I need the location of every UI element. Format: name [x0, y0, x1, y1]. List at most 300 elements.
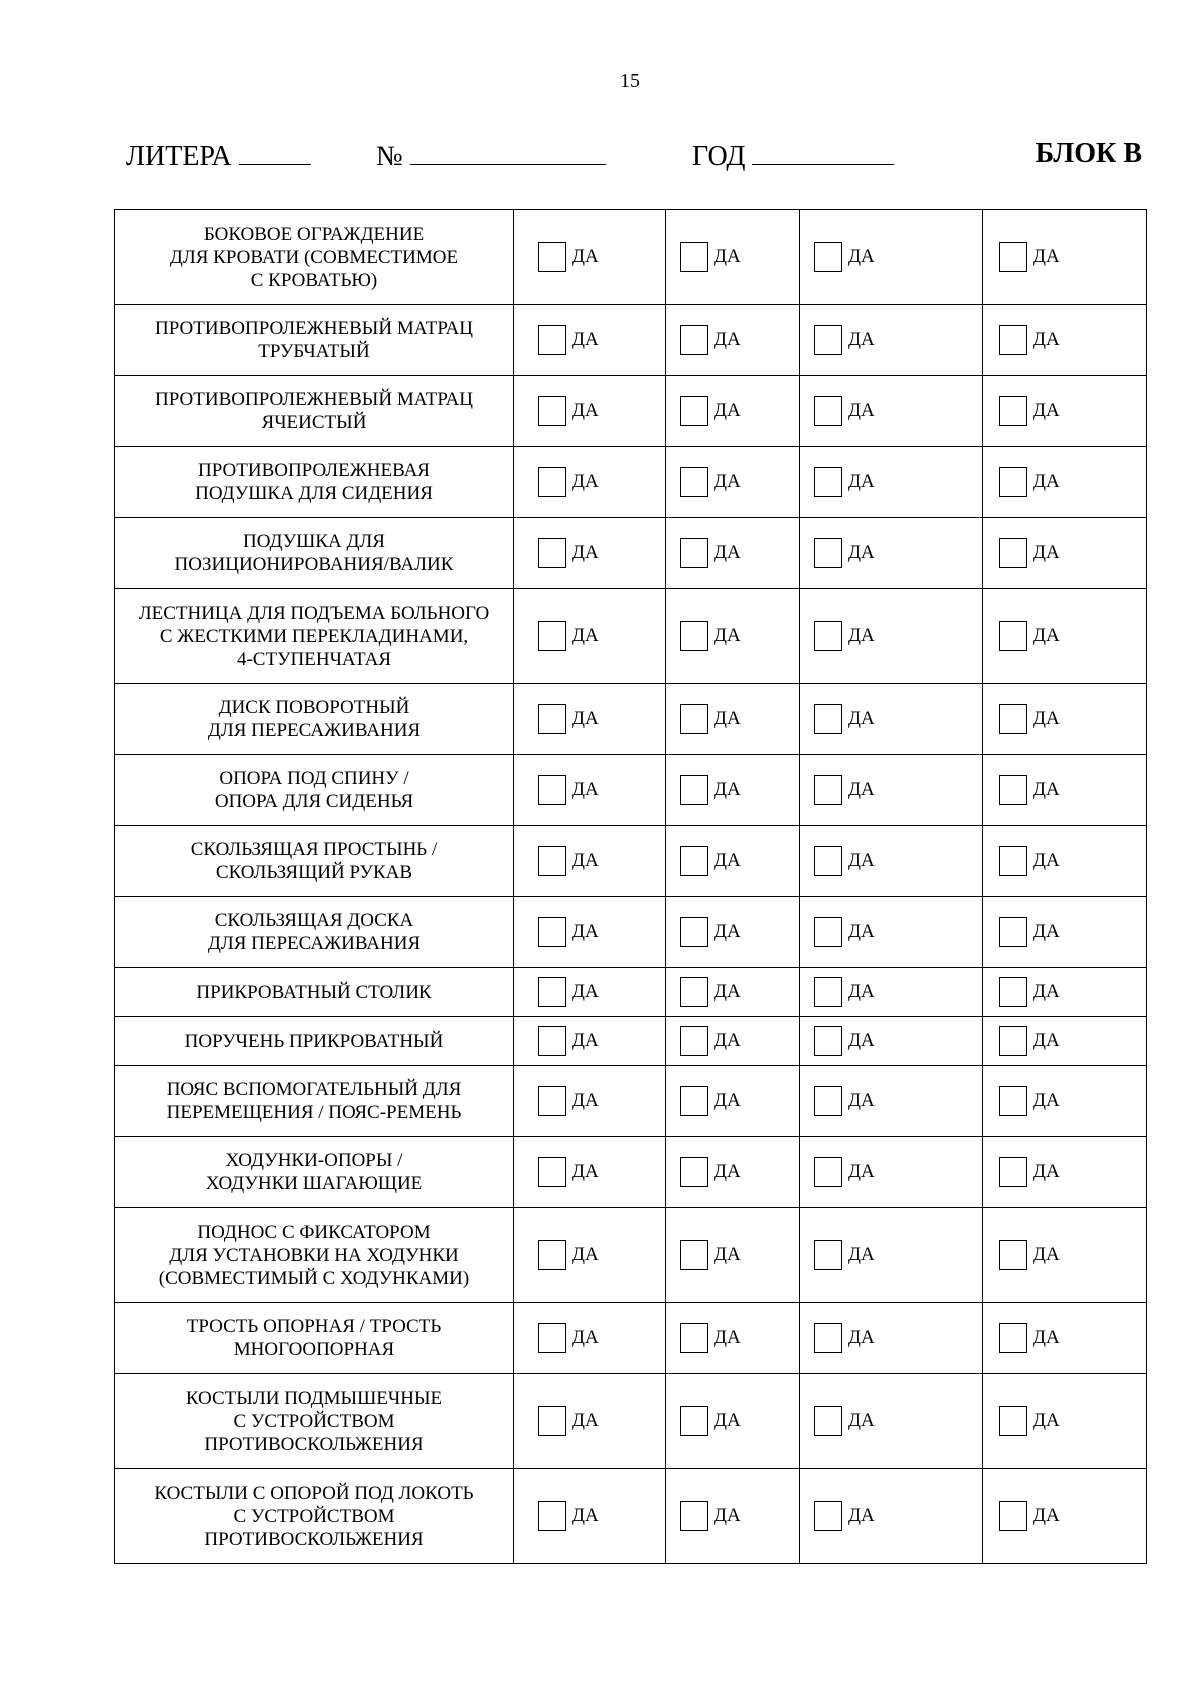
option-yes [514, 1501, 665, 1531]
yes-checkbox[interactable] [814, 325, 842, 355]
table-row [115, 755, 1147, 826]
item-name: ПОДНОС С ФИКСАТОРОМ ДЛЯ УСТАНОВКИ НА ХОДУНКИ (СОВМЕСТИМЫЙ С ХОДУНКАМИ) [115, 1208, 514, 1303]
option-cell [666, 1374, 800, 1469]
option-cell [983, 1469, 1147, 1564]
option-yes [983, 1086, 1146, 1116]
yes-label: ДА [1033, 779, 1060, 800]
yes-checkbox[interactable] [814, 538, 842, 568]
yes-checkbox[interactable] [814, 1157, 842, 1187]
yes-checkbox[interactable] [538, 1026, 566, 1056]
option-yes [983, 1501, 1146, 1531]
option-cell [514, 1017, 666, 1066]
yes-label: ДА [572, 400, 599, 421]
option-cell [983, 1017, 1147, 1066]
item-name: ДИСК ПОВОРОТНЫЙ ДЛЯ ПЕРЕСАЖИВАНИЯ [115, 684, 514, 755]
option-cell [666, 376, 800, 447]
option-yes [983, 704, 1146, 734]
number-field [376, 138, 606, 173]
option-cell [666, 1137, 800, 1208]
option-cell [800, 1469, 983, 1564]
option-yes [514, 467, 665, 497]
yes-label: ДА [848, 246, 875, 267]
yes-checkbox[interactable] [538, 1406, 566, 1436]
option-cell [983, 1066, 1147, 1137]
yes-label: ДА [572, 246, 599, 267]
option-cell [666, 210, 800, 305]
yes-label: ДА [572, 471, 599, 492]
yes-checkbox[interactable] [999, 977, 1027, 1007]
yes-label: ДА [848, 471, 875, 492]
yes-checkbox[interactable] [538, 1240, 566, 1270]
item-name: КОСТЫЛИ С ОПОРОЙ ПОД ЛОКОТЬ С УСТРОЙСТВОМ ПРОТИВОСКОЛЬЖЕНИЯ [115, 1469, 514, 1564]
yes-label: ДА [572, 1090, 599, 1111]
yes-checkbox[interactable] [999, 1501, 1027, 1531]
option-cell [983, 1374, 1147, 1469]
yes-checkbox[interactable] [814, 1406, 842, 1436]
yes-label: ДА [848, 400, 875, 421]
option-yes [800, 1026, 982, 1056]
table-row [115, 826, 1147, 897]
yes-checkbox[interactable] [814, 917, 842, 947]
yes-checkbox[interactable] [814, 467, 842, 497]
option-cell [514, 1303, 666, 1374]
yes-label: ДА [714, 708, 741, 729]
yes-checkbox[interactable] [999, 1086, 1027, 1116]
yes-label: ДА [1033, 1090, 1060, 1111]
table-row [115, 305, 1147, 376]
option-cell [666, 447, 800, 518]
option-yes [514, 704, 665, 734]
yes-checkbox[interactable] [999, 242, 1027, 272]
yes-label: ДА [848, 779, 875, 800]
litera-blank[interactable] [239, 138, 311, 165]
form-header [126, 138, 1142, 172]
option-cell [666, 826, 800, 897]
yes-checkbox[interactable] [999, 846, 1027, 876]
option-yes [983, 775, 1146, 805]
yes-checkbox[interactable] [680, 621, 708, 651]
yes-checkbox[interactable] [680, 396, 708, 426]
table-row [115, 1137, 1147, 1208]
table-row [115, 1469, 1147, 1564]
table-row [115, 968, 1147, 1017]
table-row [115, 447, 1147, 518]
yes-checkbox[interactable] [538, 621, 566, 651]
option-cell [800, 1137, 983, 1208]
option-yes [514, 1406, 665, 1436]
option-yes [514, 1026, 665, 1056]
yes-label: ДА [714, 329, 741, 350]
yes-checkbox[interactable] [814, 621, 842, 651]
option-cell [800, 968, 983, 1017]
item-name: КОСТЫЛИ ПОДМЫШЕЧНЫЕ С УСТРОЙСТВОМ ПРОТИВОСКОЛЬЖЕНИЯ [115, 1374, 514, 1469]
option-cell [983, 305, 1147, 376]
year-blank[interactable] [752, 138, 894, 165]
yes-checkbox[interactable] [999, 917, 1027, 947]
yes-label: ДА [572, 850, 599, 871]
yes-label: ДА [572, 625, 599, 646]
option-yes [514, 977, 665, 1007]
option-yes [666, 621, 799, 651]
yes-checkbox[interactable] [680, 467, 708, 497]
option-yes [800, 977, 982, 1007]
option-cell [514, 376, 666, 447]
yes-label: ДА [1033, 850, 1060, 871]
table-row [115, 210, 1147, 305]
option-cell [666, 305, 800, 376]
yes-checkbox[interactable] [999, 1157, 1027, 1187]
yes-label: ДА [714, 1327, 741, 1348]
option-yes [514, 1323, 665, 1353]
yes-label: ДА [714, 921, 741, 942]
item-name: ЛЕСТНИЦА ДЛЯ ПОДЪЕМА БОЛЬНОГО С ЖЕСТКИМИ ПЕРЕКЛАДИНАМИ, 4-СТУПЕНЧАТАЯ [115, 589, 514, 684]
option-cell [983, 897, 1147, 968]
option-cell [983, 968, 1147, 1017]
option-cell [514, 1066, 666, 1137]
table-row [115, 897, 1147, 968]
yes-label: ДА [714, 471, 741, 492]
yes-checkbox[interactable] [538, 242, 566, 272]
yes-label: ДА [1033, 1161, 1060, 1182]
option-cell [514, 518, 666, 589]
yes-checkbox[interactable] [814, 704, 842, 734]
table-row [115, 1303, 1147, 1374]
litera-label: ЛИТЕРА [126, 141, 232, 172]
yes-label: ДА [848, 708, 875, 729]
yes-label: ДА [1033, 708, 1060, 729]
yes-label: ДА [572, 921, 599, 942]
item-name: ПОЯС ВСПОМОГАТЕЛЬНЫЙ ДЛЯ ПЕРЕМЕЩЕНИЯ / ПОЯС-РЕМЕНЬ [115, 1066, 514, 1137]
yes-checkbox[interactable] [538, 977, 566, 1007]
option-cell [514, 1208, 666, 1303]
yes-label: ДА [572, 1505, 599, 1526]
option-yes [983, 1406, 1146, 1436]
yes-label: ДА [714, 542, 741, 563]
option-cell [666, 1066, 800, 1137]
yes-checkbox[interactable] [999, 621, 1027, 651]
yes-checkbox[interactable] [814, 977, 842, 1007]
yes-checkbox[interactable] [538, 1323, 566, 1353]
option-yes [800, 1240, 982, 1270]
option-yes [800, 846, 982, 876]
option-yes [800, 467, 982, 497]
table-row [115, 684, 1147, 755]
yes-label: ДА [572, 1161, 599, 1182]
item-name: БОКОВОЕ ОГРАЖДЕНИЕ ДЛЯ КРОВАТИ (СОВМЕСТИМОЕ С КРОВАТЬЮ) [115, 210, 514, 305]
yes-label: ДА [848, 1030, 875, 1051]
option-cell [514, 1374, 666, 1469]
yes-checkbox[interactable] [999, 1406, 1027, 1436]
option-cell [514, 589, 666, 684]
number-label: № [376, 141, 403, 172]
yes-label: ДА [714, 850, 741, 871]
yes-checkbox[interactable] [999, 1026, 1027, 1056]
option-yes [983, 467, 1146, 497]
yes-checkbox[interactable] [680, 1026, 708, 1056]
yes-checkbox[interactable] [538, 704, 566, 734]
option-cell [514, 755, 666, 826]
yes-checkbox[interactable] [538, 775, 566, 805]
yes-checkbox[interactable] [999, 538, 1027, 568]
option-yes [514, 1240, 665, 1270]
option-yes [983, 325, 1146, 355]
yes-checkbox[interactable] [680, 538, 708, 568]
option-yes [983, 1240, 1146, 1270]
option-cell [666, 1017, 800, 1066]
option-cell [800, 1208, 983, 1303]
option-cell [800, 518, 983, 589]
option-cell [666, 1469, 800, 1564]
yes-label: ДА [714, 1244, 741, 1265]
option-cell [514, 684, 666, 755]
yes-label: ДА [1033, 1327, 1060, 1348]
option-yes [983, 977, 1146, 1007]
yes-checkbox[interactable] [680, 242, 708, 272]
option-cell [800, 755, 983, 826]
option-cell [983, 1303, 1147, 1374]
yes-label: ДА [572, 779, 599, 800]
yes-label: ДА [714, 400, 741, 421]
yes-label: ДА [714, 625, 741, 646]
yes-label: ДА [1033, 329, 1060, 350]
yes-checkbox[interactable] [999, 1240, 1027, 1270]
yes-label: ДА [572, 708, 599, 729]
option-yes [666, 1086, 799, 1116]
option-yes [983, 846, 1146, 876]
yes-label: ДА [1033, 471, 1060, 492]
option-cell [983, 210, 1147, 305]
option-yes [514, 775, 665, 805]
option-cell [800, 897, 983, 968]
yes-label: ДА [848, 1410, 875, 1431]
yes-checkbox[interactable] [999, 325, 1027, 355]
option-yes [800, 1086, 982, 1116]
yes-checkbox[interactable] [538, 538, 566, 568]
option-yes [514, 1086, 665, 1116]
yes-label: ДА [848, 921, 875, 942]
yes-label: ДА [714, 779, 741, 800]
option-cell [983, 447, 1147, 518]
option-cell [800, 305, 983, 376]
table-row [115, 1017, 1147, 1066]
option-cell [514, 1469, 666, 1564]
yes-checkbox[interactable] [999, 467, 1027, 497]
item-name: ПРОТИВОПРОЛЕЖНЕВЫЙ МАТРАЦ ЯЧЕИСТЫЙ [115, 376, 514, 447]
yes-checkbox[interactable] [814, 396, 842, 426]
yes-label: ДА [848, 1090, 875, 1111]
yes-label: ДА [572, 1030, 599, 1051]
item-name: ТРОСТЬ ОПОРНАЯ / ТРОСТЬ МНОГООПОРНАЯ [115, 1303, 514, 1374]
yes-checkbox[interactable] [680, 1406, 708, 1436]
yes-label: ДА [1033, 1410, 1060, 1431]
item-name: ПРОТИВОПРОЛЕЖНЕВЫЙ МАТРАЦ ТРУБЧАТЫЙ [115, 305, 514, 376]
option-yes [983, 396, 1146, 426]
yes-label: ДА [572, 1244, 599, 1265]
yes-checkbox[interactable] [999, 704, 1027, 734]
option-yes [800, 704, 982, 734]
yes-checkbox[interactable] [680, 1323, 708, 1353]
yes-label: ДА [1033, 246, 1060, 267]
option-cell [666, 755, 800, 826]
yes-checkbox[interactable] [680, 775, 708, 805]
yes-label: ДА [1033, 981, 1060, 1002]
yes-label: ДА [572, 329, 599, 350]
yes-label: ДА [1033, 1244, 1060, 1265]
option-cell [514, 305, 666, 376]
yes-checkbox[interactable] [814, 846, 842, 876]
table-row [115, 376, 1147, 447]
option-cell [800, 1374, 983, 1469]
yes-checkbox[interactable] [538, 917, 566, 947]
option-cell [983, 376, 1147, 447]
yes-label: ДА [714, 1161, 741, 1182]
option-yes [800, 621, 982, 651]
option-yes [666, 977, 799, 1007]
year-label: ГОД [692, 141, 746, 172]
option-yes [800, 1501, 982, 1531]
option-cell [666, 589, 800, 684]
option-yes [514, 846, 665, 876]
option-cell [800, 210, 983, 305]
yes-checkbox[interactable] [814, 1240, 842, 1270]
yes-label: ДА [1033, 921, 1060, 942]
yes-label: ДА [1033, 1505, 1060, 1526]
option-cell [800, 1303, 983, 1374]
option-cell [666, 1303, 800, 1374]
option-cell [983, 1137, 1147, 1208]
option-yes [983, 1157, 1146, 1187]
option-cell [514, 210, 666, 305]
yes-checkbox[interactable] [814, 775, 842, 805]
option-yes [800, 1157, 982, 1187]
yes-checkbox[interactable] [999, 775, 1027, 805]
yes-checkbox[interactable] [680, 325, 708, 355]
yes-checkbox[interactable] [814, 1086, 842, 1116]
option-cell [514, 1137, 666, 1208]
yes-label: ДА [714, 1030, 741, 1051]
yes-checkbox[interactable] [538, 396, 566, 426]
yes-checkbox[interactable] [680, 1501, 708, 1531]
option-yes [514, 917, 665, 947]
table-row [115, 518, 1147, 589]
option-cell [514, 447, 666, 518]
yes-label: ДА [714, 1505, 741, 1526]
yes-checkbox[interactable] [999, 1323, 1027, 1353]
option-yes [983, 538, 1146, 568]
yes-label: ДА [1033, 400, 1060, 421]
item-name: ПОРУЧЕНЬ ПРИКРОВАТНЫЙ [115, 1017, 514, 1066]
option-yes [514, 1157, 665, 1187]
yes-label: ДА [1033, 1030, 1060, 1051]
option-yes [800, 242, 982, 272]
option-yes [666, 1323, 799, 1353]
option-yes [666, 1240, 799, 1270]
option-cell [666, 1208, 800, 1303]
yes-checkbox[interactable] [538, 1501, 566, 1531]
option-yes [666, 538, 799, 568]
yes-checkbox[interactable] [814, 242, 842, 272]
table-row [115, 1066, 1147, 1137]
yes-checkbox[interactable] [538, 1157, 566, 1187]
option-yes [514, 242, 665, 272]
yes-label: ДА [714, 1090, 741, 1111]
yes-checkbox[interactable] [680, 846, 708, 876]
item-name: ХОДУНКИ-ОПОРЫ / ХОДУНКИ ШАГАЮЩИЕ [115, 1137, 514, 1208]
yes-label: ДА [714, 981, 741, 1002]
equipment-table [114, 209, 1147, 1564]
litera-field [126, 138, 311, 173]
yes-checkbox[interactable] [999, 396, 1027, 426]
yes-label: ДА [572, 1410, 599, 1431]
option-cell [666, 684, 800, 755]
option-cell [514, 897, 666, 968]
option-yes [800, 1406, 982, 1436]
yes-label: ДА [714, 1410, 741, 1431]
yes-label: ДА [848, 981, 875, 1002]
yes-checkbox[interactable] [538, 1086, 566, 1116]
option-cell [800, 684, 983, 755]
number-blank[interactable] [410, 138, 606, 165]
option-cell [983, 589, 1147, 684]
yes-checkbox[interactable] [814, 1026, 842, 1056]
yes-label: ДА [848, 1327, 875, 1348]
item-name: ПОДУШКА ДЛЯ ПОЗИЦИОНИРОВАНИЯ/ВАЛИК [115, 518, 514, 589]
option-cell [514, 968, 666, 1017]
item-name: ПРОТИВОПРОЛЕЖНЕВАЯ ПОДУШКА ДЛЯ СИДЕНИЯ [115, 447, 514, 518]
block-label: БЛОК В [1035, 138, 1142, 169]
option-yes [983, 242, 1146, 272]
option-yes [800, 917, 982, 947]
option-yes [666, 704, 799, 734]
yes-label: ДА [572, 1327, 599, 1348]
yes-checkbox[interactable] [814, 1501, 842, 1531]
yes-checkbox[interactable] [680, 917, 708, 947]
yes-checkbox[interactable] [680, 1157, 708, 1187]
option-yes [666, 846, 799, 876]
yes-checkbox[interactable] [814, 1323, 842, 1353]
year-field [692, 138, 894, 173]
option-yes [800, 538, 982, 568]
option-cell [983, 755, 1147, 826]
yes-checkbox[interactable] [680, 977, 708, 1007]
yes-checkbox[interactable] [538, 467, 566, 497]
option-yes [983, 1026, 1146, 1056]
yes-checkbox[interactable] [680, 1240, 708, 1270]
yes-checkbox[interactable] [538, 846, 566, 876]
yes-checkbox[interactable] [680, 1086, 708, 1116]
option-yes [983, 917, 1146, 947]
option-cell [666, 897, 800, 968]
yes-label: ДА [1033, 542, 1060, 563]
yes-label: ДА [572, 981, 599, 1002]
option-yes [666, 1157, 799, 1187]
yes-checkbox[interactable] [680, 704, 708, 734]
option-yes [800, 1323, 982, 1353]
yes-label: ДА [848, 542, 875, 563]
option-cell [800, 589, 983, 684]
yes-label: ДА [848, 625, 875, 646]
option-yes [666, 1026, 799, 1056]
option-cell [666, 518, 800, 589]
option-cell [800, 1017, 983, 1066]
yes-checkbox[interactable] [538, 325, 566, 355]
option-cell [983, 1208, 1147, 1303]
option-yes [666, 467, 799, 497]
option-yes [800, 775, 982, 805]
item-name: СКОЛЬЗЯЩАЯ ПРОСТЫНЬ / СКОЛЬЗЯЩИЙ РУКАВ [115, 826, 514, 897]
option-yes [666, 242, 799, 272]
option-yes [514, 325, 665, 355]
